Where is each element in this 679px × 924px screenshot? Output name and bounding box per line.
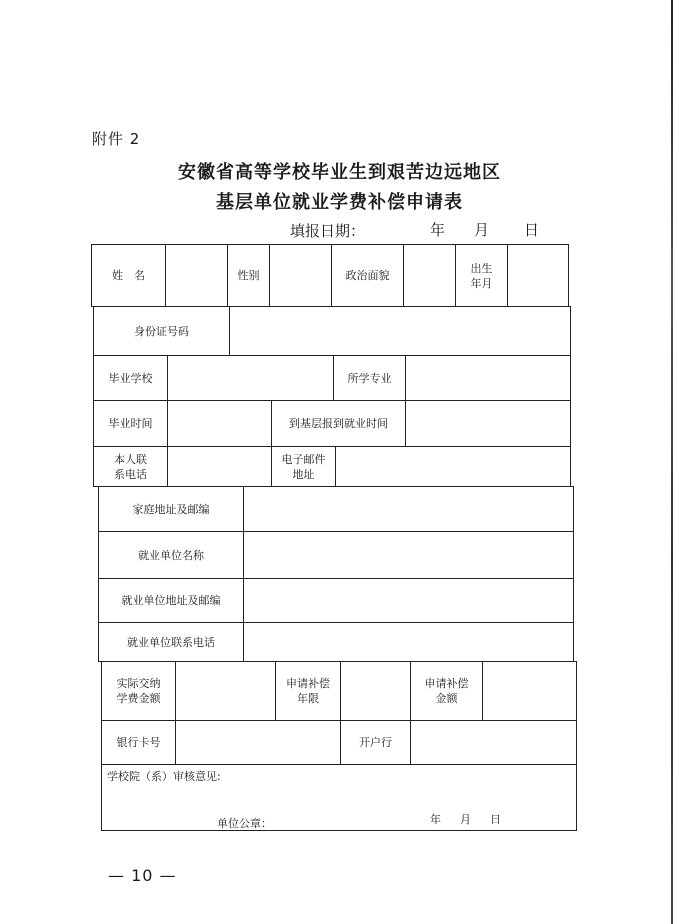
table-col-line <box>507 244 508 306</box>
label-graduation-time: 毕业时间 <box>108 417 153 430</box>
table-border <box>573 486 574 662</box>
table-col-line <box>167 355 168 400</box>
label-bank-card: 银行卡号 <box>116 736 161 749</box>
attachment-label: 附件 2 <box>92 130 141 148</box>
fill-date-year: 年 <box>430 221 446 239</box>
label-stamp: 单位公章： <box>217 817 272 830</box>
table-row-line <box>101 764 577 765</box>
table-col-line <box>229 306 230 355</box>
table-col-line <box>482 661 483 720</box>
stamp-day: 日 <box>490 813 501 826</box>
label-employer-phone: 就业单位联系电话 <box>127 635 215 649</box>
fill-date-day: 日 <box>524 221 540 239</box>
table-col-line <box>340 661 341 720</box>
table-col-line <box>403 244 404 306</box>
label-graduated-school: 毕业学校 <box>108 371 153 385</box>
label-phone: 本人联 系电话 <box>114 452 147 481</box>
form-title-line-2: 基层单位就业学费补偿申请表 <box>216 192 463 213</box>
table-col-line <box>410 720 411 764</box>
table-col-line <box>335 446 336 486</box>
stamp-month: 月 <box>460 813 471 826</box>
label-bank-branch: 开户行 <box>359 736 392 749</box>
table-border <box>576 661 577 831</box>
table-col-line <box>405 355 406 400</box>
label-compensation-amount: 申请补偿 金额 <box>424 677 469 705</box>
label-name: 姓 名 <box>112 269 145 282</box>
label-school-opinion: 学校院（系）审核意见: <box>107 770 221 783</box>
table-row-line <box>101 830 577 831</box>
label-major: 所学专业 <box>347 371 392 385</box>
label-home-address: 家庭地址及邮编 <box>132 502 210 516</box>
fill-date-label: 填报日期： <box>290 222 366 240</box>
label-report-time: 到基层报到就业时间 <box>289 417 388 430</box>
label-employer-name: 就业单位名称 <box>138 548 204 562</box>
table-col-line <box>165 244 166 306</box>
label-id-number: 身份证号码 <box>134 324 189 338</box>
table-col-line <box>175 661 176 720</box>
label-email: 电子邮件 地址 <box>281 452 326 481</box>
label-birth-month: 出生 年月 <box>470 261 493 290</box>
table-col-line <box>269 244 270 306</box>
fill-date-month: 月 <box>474 221 490 239</box>
label-tuition-paid: 实际交纳 学费金额 <box>116 677 161 705</box>
table-border <box>570 306 571 487</box>
page-number: — 10 — <box>108 866 177 885</box>
label-compensation-years: 申请补偿 年限 <box>286 677 330 705</box>
table-col-line <box>405 400 406 446</box>
stamp-year: 年 <box>430 813 441 826</box>
table-col-line <box>167 400 168 446</box>
table-col-line <box>175 720 176 764</box>
table-col-line <box>167 446 168 486</box>
label-gender: 性别 <box>237 269 260 282</box>
form-title-line-1: 安徽省高等学校毕业生到艰苦边远地区 <box>178 162 501 183</box>
table-col-line <box>243 486 244 661</box>
label-political-status: 政治面貌 <box>345 269 390 282</box>
table-border <box>568 244 569 307</box>
label-employer-address: 就业单位地址及邮编 <box>121 594 221 607</box>
